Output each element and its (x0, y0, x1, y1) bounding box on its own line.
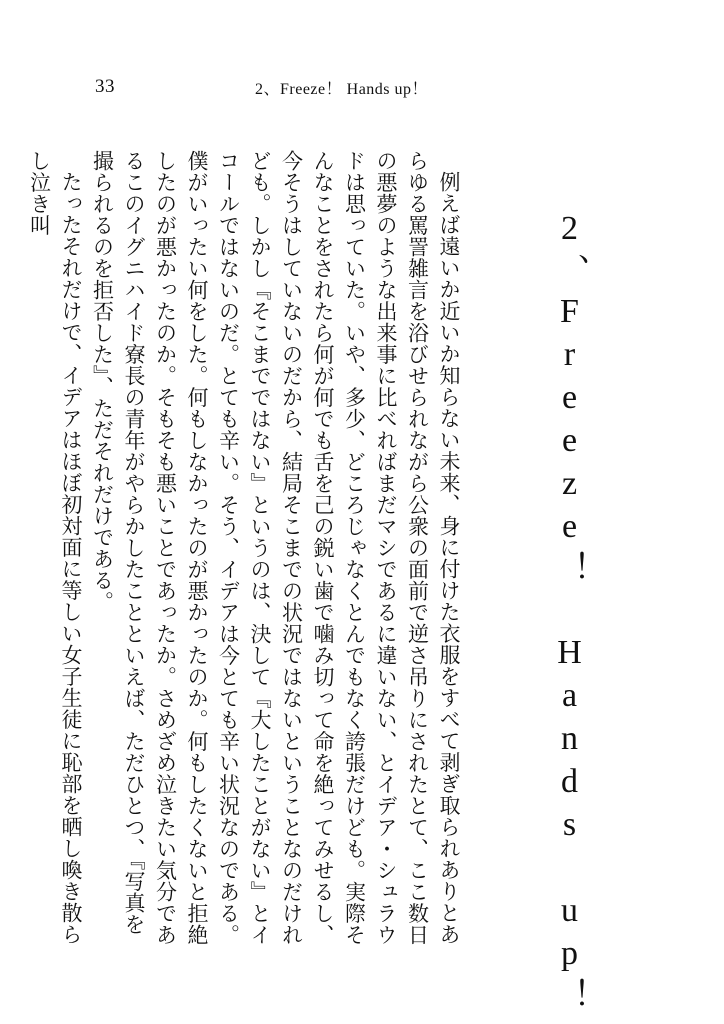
page-number: 33 (95, 76, 115, 97)
body-text (23, 150, 464, 950)
paragraph: たったそれだけで、イデアはほぼ初対面に等しい女子生徒に恥部を晒し喚き散らし泣き叫 (27, 150, 83, 945)
paragraph: 例えば遠いか近いか知らない未来、身に付けた衣服をすべて剥ぎ取られありとあらゆる罵詈雑言を浴びせられながら公衆の面前で逆さ吊りにされたとて、ここ数日の悪夢のような出来事に比べればまだマシであるに違いない、とイデア・シュラウドは思っていた。いや、多少、どころじゃなくとんでもなく誇張だけども。実際そんなことをされたら何が何でも舌を己の鋭い歯で噛み切って命を絶ってみせるし、今そうはしていないのだから、結局そこまでの状況ではないということなのだけれども。しかし『そこまでではない』というのは、決して『大したことがない』とイコールではないのだ。とても辛い。そう、イデアは今とても辛い状況なのである。僕がいったい何をした。何もしなかったのが悪かったのか。何もしたくないと拒絶したのが悪かったのか。そもそも悪いことであったか。さめざめ泣きたい気分であるこのイグニハイド寮長の青年がやらかしたことといえば、ただひとつ、『写真を撮られるのを拒否した』、ただそれだけである。 (90, 150, 461, 946)
chapter-title: 2、Freeze！ Hands up！ (551, 210, 588, 1018)
running-header: 2、Freeze！ Hands up！ (255, 81, 429, 98)
